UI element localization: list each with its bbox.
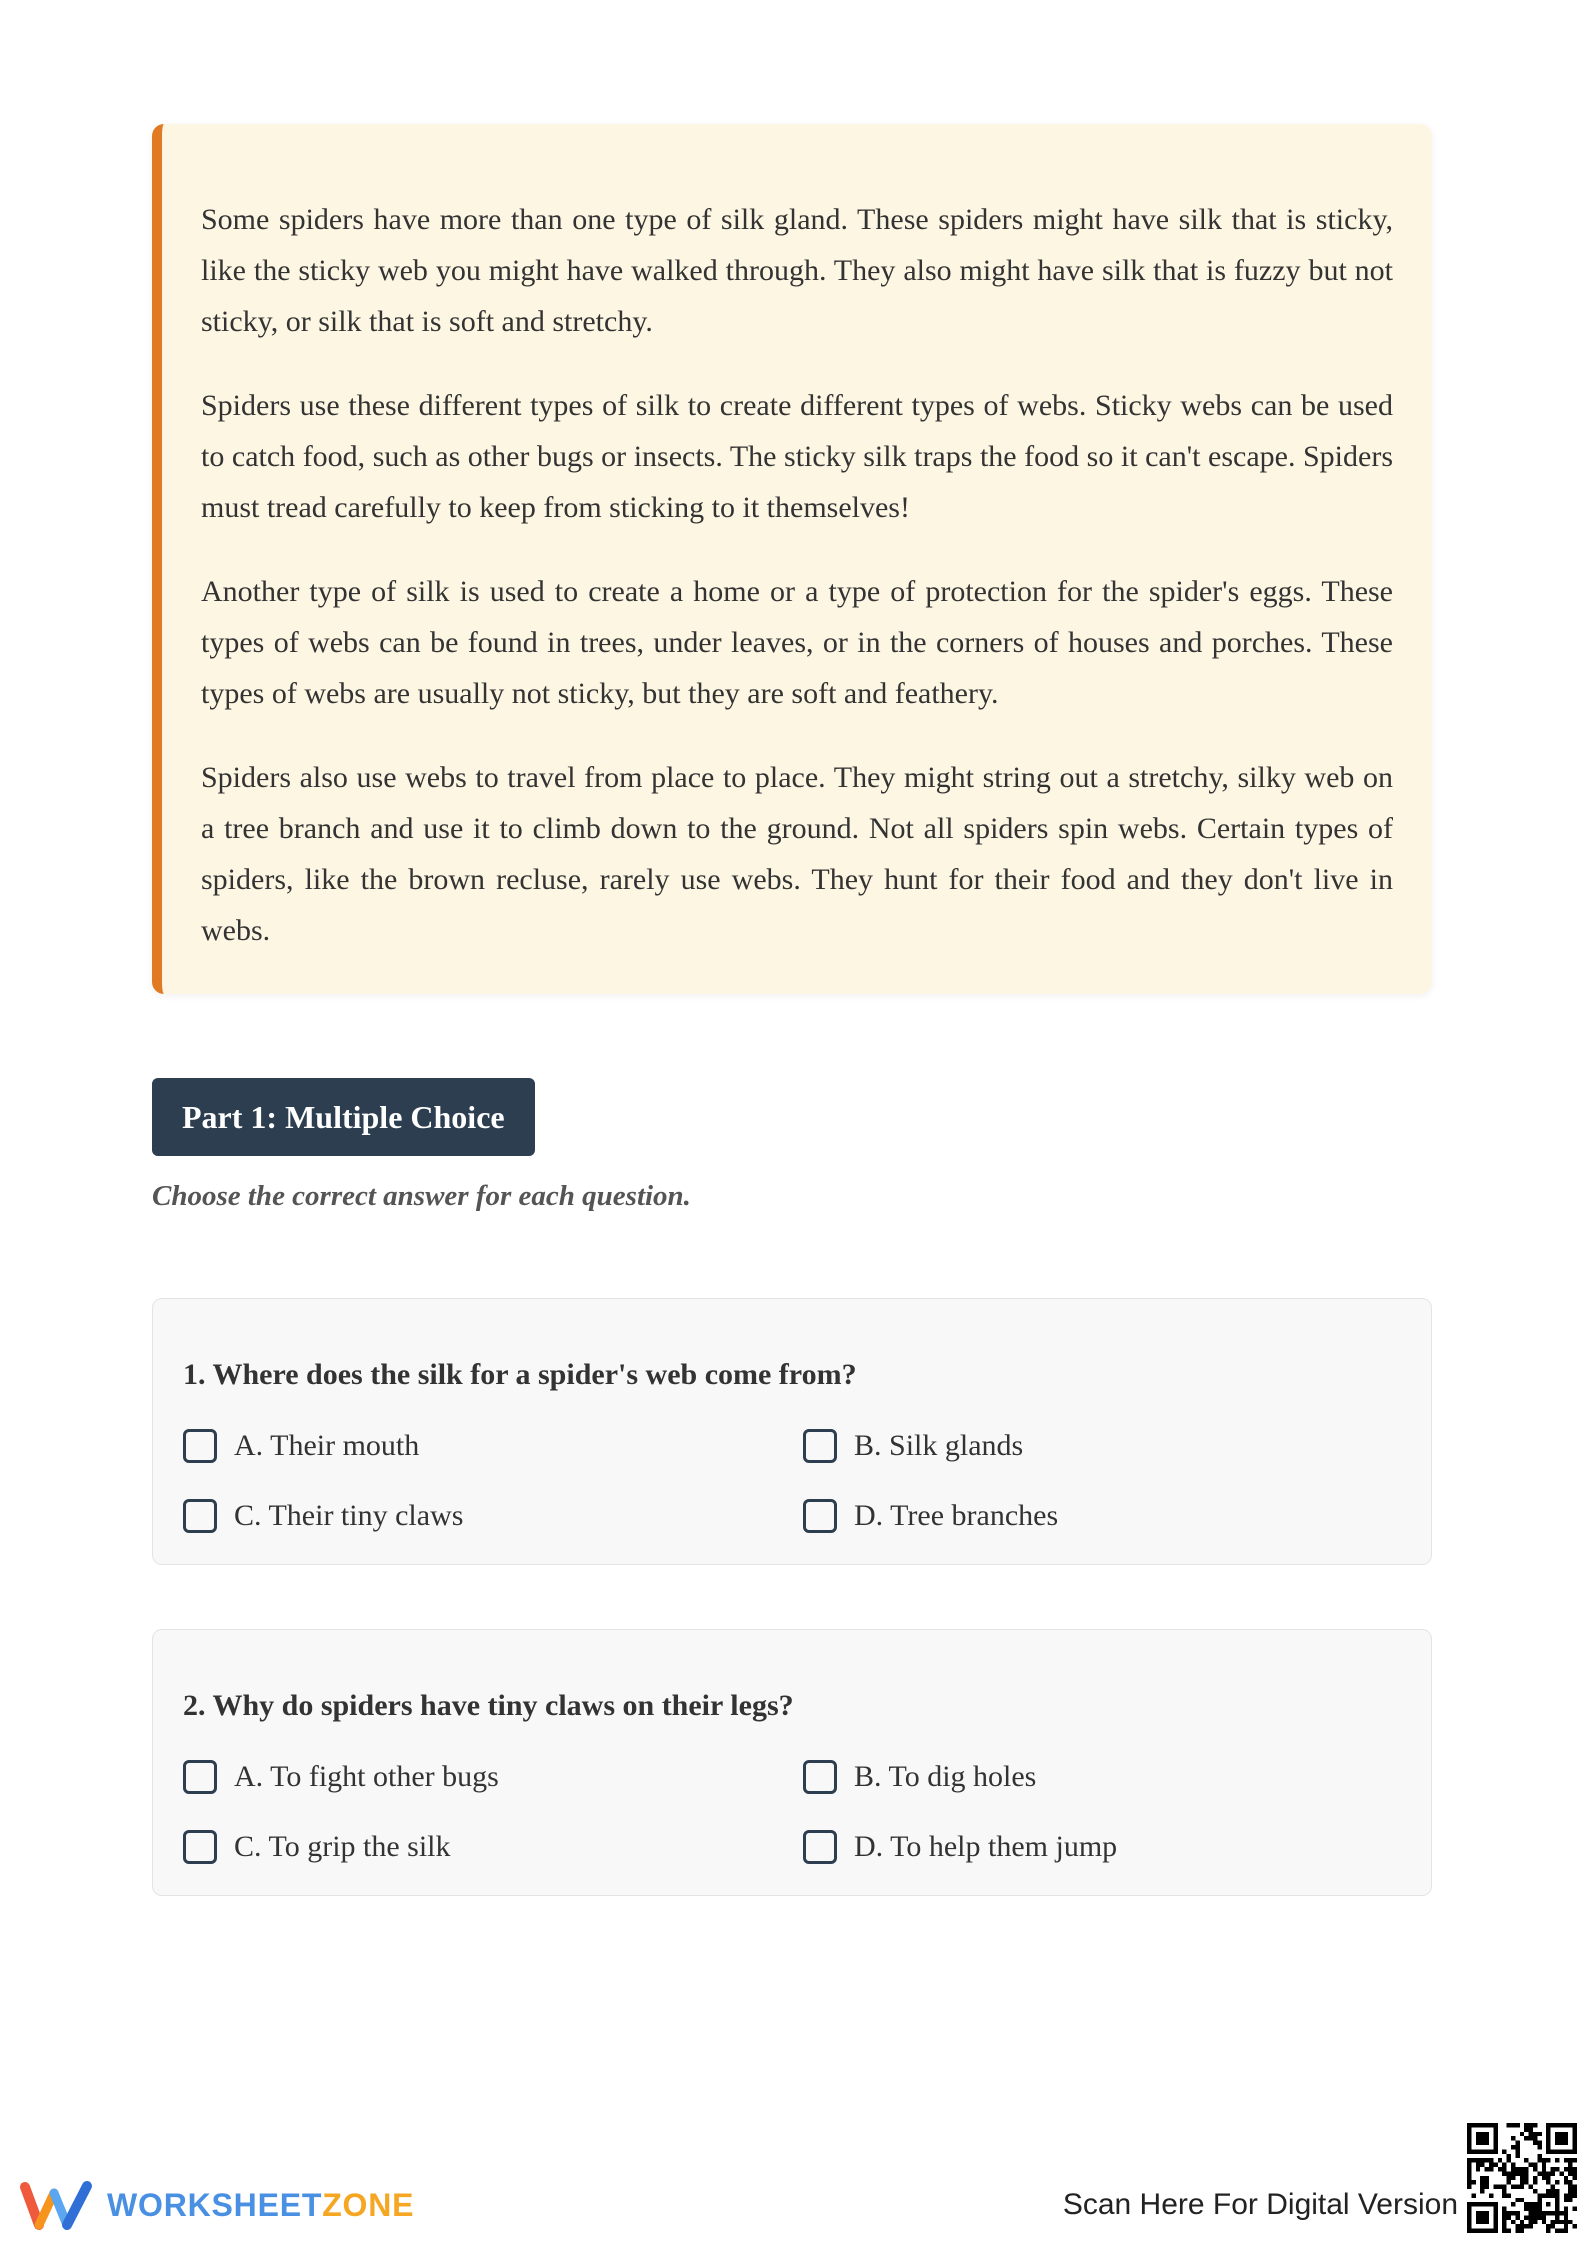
empty-checkbox-icon[interactable] (183, 1760, 217, 1794)
section-instruction: Choose the correct answer for each question. (152, 1180, 691, 1212)
empty-checkbox-icon[interactable] (183, 1429, 217, 1463)
option-q1-b[interactable] (803, 1421, 1401, 1471)
empty-checkbox-icon[interactable] (183, 1830, 217, 1864)
option-label: C. Their tiny claws (234, 1499, 464, 1532)
worksheetzone-logo-icon[interactable] (17, 2178, 95, 2234)
answer-options (183, 1752, 1401, 1872)
brand-primary: WORKSHEET (107, 2187, 323, 2223)
option-q2-c[interactable] (183, 1822, 803, 1872)
option-q1-a[interactable] (183, 1421, 803, 1471)
section-title: Part 1: Multiple Choice (152, 1078, 535, 1156)
option-label: D. Tree branches (854, 1499, 1059, 1532)
option-label: A. Their mouth (234, 1429, 420, 1462)
brand-accent: ZONE (322, 2187, 415, 2223)
empty-checkbox-icon[interactable] (183, 1499, 217, 1533)
brand-wordmark[interactable] (107, 2185, 414, 2225)
passage-paragraph: Some spiders have more than one type of silk gland. These spiders might have silk that is sticky, like the sticky web you might have walked through. They also might have silk that is fuzzy but not sticky, or silk that is soft and stretchy. (201, 203, 1393, 338)
option-q2-d[interactable] (803, 1822, 1401, 1872)
reading-passage (152, 124, 1432, 994)
option-q1-d[interactable] (803, 1491, 1401, 1541)
qr-code-icon (1467, 2123, 1577, 2233)
question-card-1 (152, 1298, 1432, 1565)
option-label: D. To help them jump (854, 1830, 1118, 1863)
empty-checkbox-icon[interactable] (803, 1499, 837, 1533)
option-q2-b[interactable] (803, 1752, 1401, 1802)
option-label: B. To dig holes (854, 1760, 1037, 1793)
option-label: A. To fight other bugs (234, 1760, 499, 1793)
empty-checkbox-icon[interactable] (803, 1760, 837, 1794)
empty-checkbox-icon[interactable] (803, 1429, 837, 1463)
empty-checkbox-icon[interactable] (803, 1830, 837, 1864)
passage-paragraph: Another type of silk is used to create a home or a type of protection for the spider's eggs. These types of webs can be found in trees, under leaves, or in the corners of houses and porches. These types of webs are usually not sticky, but they are soft and feathery. (201, 575, 1393, 710)
scan-caption: Scan Here For Digital Version (1062, 2188, 1458, 2221)
question-text: 1. Where does the silk for a spider's web come from? (183, 1358, 857, 1391)
passage-paragraph: Spiders use these different types of silk to create different types of webs. Sticky webs can be used to catch food, such as other bugs or insects. The sticky silk traps the food so it can't escape. Spiders must tread carefully to keep from sticking to it themselves! (201, 389, 1393, 524)
passage-paragraph: Spiders also use webs to travel from place to place. They might string out a stretchy, silky web on a tree branch and use it to climb down to the ground. Not all spiders spin webs. Certain types of spiders, like the brown recluse, rarely use webs. They hunt for their food and they don't live in webs. (201, 761, 1393, 947)
option-label: B. Silk glands (854, 1429, 1024, 1462)
question-card-2 (152, 1629, 1432, 1896)
option-q1-c[interactable] (183, 1491, 803, 1541)
question-text: 2. Why do spiders have tiny claws on their legs? (183, 1689, 794, 1722)
option-q2-a[interactable] (183, 1752, 803, 1802)
answer-options (183, 1421, 1401, 1541)
option-label: C. To grip the silk (234, 1830, 451, 1863)
